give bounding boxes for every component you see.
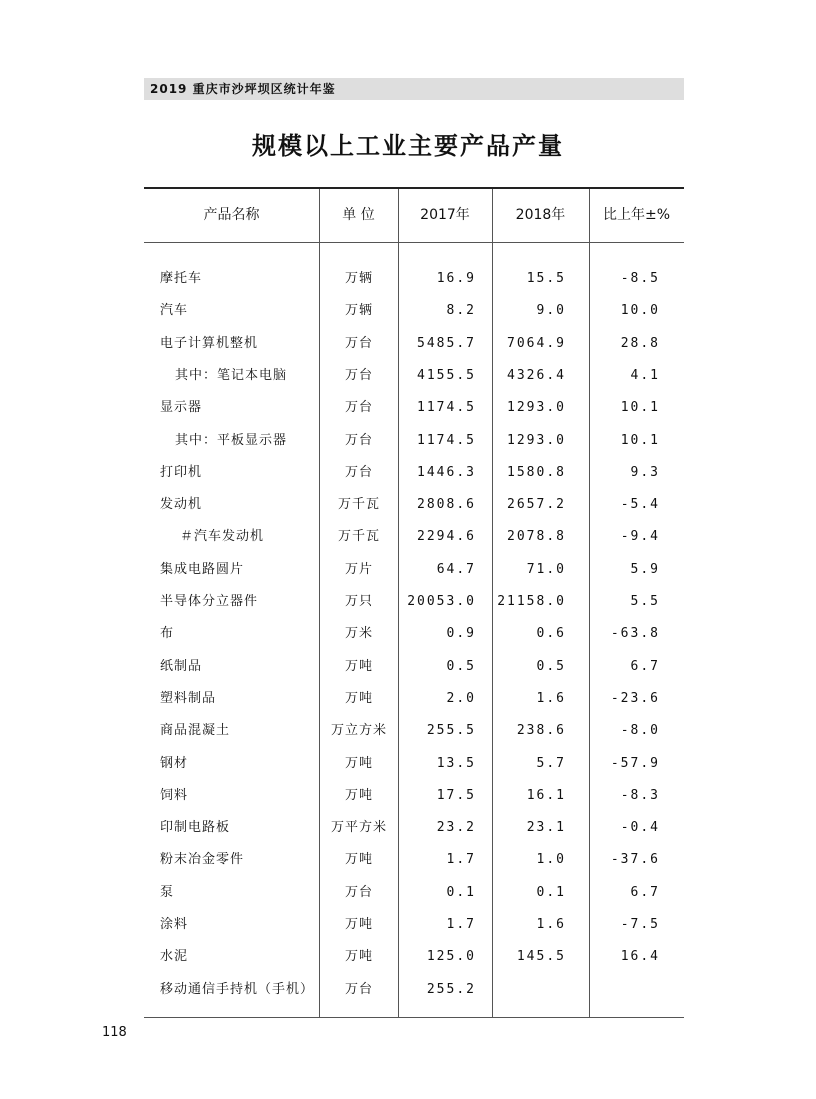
change-percent-cell: 5.5 [630,594,660,609]
value-2017-cell: 2.0 [446,691,476,706]
value-2018-cell: 1.0 [536,852,566,867]
unit-cell: 万台 [344,336,373,351]
value-2018-cell: 1.6 [536,917,566,932]
value-2018-cell: 4326.4 [507,368,566,383]
unit-cell: 万台 [344,400,373,415]
product-name-cell: 半导体分立器件 [160,594,259,609]
table-row [0,586,816,618]
value-2018-cell: 16.1 [526,788,566,803]
unit-cell: 万吨 [344,756,373,771]
product-name-cell: 移动通信手持机（手机） [160,982,315,997]
unit-cell: 万台 [344,433,373,448]
product-name-cell: 涂料 [160,917,189,932]
unit-cell: 万平方米 [330,820,387,835]
change-percent-cell: -57.9 [610,756,660,771]
change-percent-cell: -9.4 [620,529,660,544]
product-name-cell: 打印机 [160,465,203,480]
value-2017-cell: 8.2 [446,303,476,318]
unit-cell: 万吨 [344,788,373,803]
table-row [0,748,816,780]
value-2017-cell: 1.7 [446,917,476,932]
unit-cell: 万吨 [344,659,373,674]
change-percent-cell: 4.1 [630,368,660,383]
table-row [0,877,816,909]
unit-cell: 万吨 [344,852,373,867]
table-row [0,392,816,424]
table-row [0,328,816,360]
product-name-cell: 显示器 [160,400,203,415]
unit-cell: 万只 [344,594,373,609]
value-2017-cell: 5485.7 [417,336,476,351]
value-2017-cell: 125.0 [426,949,476,964]
column-header-2018: 2018年 [515,207,566,223]
product-name-cell: 其中：平板显示器 [175,433,288,448]
product-name-cell: 塑料制品 [160,691,217,706]
change-percent-cell: 6.7 [630,885,660,900]
value-2017-cell: 64.7 [436,562,476,577]
table-row [0,554,816,586]
table-row [0,683,816,715]
table-row [0,651,816,683]
change-percent-cell: -23.6 [610,691,660,706]
value-2017-cell: 0.9 [446,626,476,641]
change-percent-cell: 28.8 [620,336,660,351]
table-row [0,489,816,521]
value-2017-cell: 13.5 [436,756,476,771]
unit-cell: 万米 [344,626,373,641]
table-row [0,974,816,1006]
change-percent-cell: -7.5 [620,917,660,932]
product-name-cell: 水泥 [160,949,189,964]
value-2018-cell: 2078.8 [507,529,566,544]
change-percent-cell: -37.6 [610,852,660,867]
value-2017-cell: 4155.5 [417,368,476,383]
unit-cell: 万吨 [344,917,373,932]
value-2018-cell: 1580.8 [507,465,566,480]
column-header-change: 比上年±% [602,207,671,223]
value-2017-cell: 0.5 [446,659,476,674]
unit-cell: 万台 [344,982,373,997]
unit-cell: 万台 [344,368,373,383]
table-header-rule [144,242,684,243]
product-name-cell: 汽车 [160,303,189,318]
unit-cell: 万吨 [344,691,373,706]
table-row [0,909,816,941]
product-name-cell: 集成电路圆片 [160,562,245,577]
value-2017-cell: 255.5 [426,723,476,738]
unit-cell: 万立方米 [330,723,387,738]
product-name-cell: 泵 [160,885,175,900]
product-name-cell: 钢材 [160,756,189,771]
product-name-cell: 饲料 [160,788,189,803]
unit-cell: 万辆 [344,271,373,286]
change-percent-cell: 10.0 [620,303,660,318]
change-percent-cell: -8.5 [620,271,660,286]
product-name-cell: 摩托车 [160,271,203,286]
change-percent-cell: -5.4 [620,497,660,512]
change-percent-cell: 6.7 [630,659,660,674]
product-name-cell: 其中：笔记本电脑 [175,368,288,383]
product-name-cell: 布 [160,626,175,641]
value-2018-cell: 1.6 [536,691,566,706]
change-percent-cell: 10.1 [620,433,660,448]
table-row [0,457,816,489]
value-2018-cell: 2657.2 [507,497,566,512]
product-name-cell: 发动机 [160,497,203,512]
value-2017-cell: 17.5 [436,788,476,803]
product-name-cell: 电子计算机整机 [160,336,259,351]
product-name-cell: 印制电路板 [160,820,231,835]
value-2018-cell: 71.0 [526,562,566,577]
table-bottom-rule [144,1017,684,1018]
value-2017-cell: 20053.0 [407,594,476,609]
product-name-cell: 粉末冶金零件 [160,852,245,867]
column-header-name: 产品名称 [203,207,260,223]
value-2017-cell: 16.9 [436,271,476,286]
unit-cell: 万千瓦 [337,497,380,512]
product-name-cell: ＃汽车发动机 [180,529,265,544]
change-percent-cell: 10.1 [620,400,660,415]
change-percent-cell: 9.3 [630,465,660,480]
table-row [0,780,816,812]
value-2018-cell: 9.0 [536,303,566,318]
table-row [0,521,816,553]
change-percent-cell: -8.3 [620,788,660,803]
value-2017-cell: 2294.6 [417,529,476,544]
unit-cell: 万辆 [344,303,373,318]
value-2018-cell: 145.5 [516,949,566,964]
value-2018-cell: 0.1 [536,885,566,900]
change-percent-cell: -0.4 [620,820,660,835]
table-row [0,715,816,747]
value-2018-cell: 1293.0 [507,400,566,415]
value-2018-cell: 7064.9 [507,336,566,351]
value-2017-cell: 0.1 [446,885,476,900]
value-2017-cell: 1446.3 [417,465,476,480]
unit-cell: 万吨 [344,949,373,964]
unit-cell: 万台 [344,465,373,480]
product-name-cell: 商品混凝土 [160,723,231,738]
product-name-cell: 纸制品 [160,659,203,674]
table-row [0,425,816,457]
change-percent-cell: 16.4 [620,949,660,964]
table-row [0,618,816,650]
value-2018-cell: 0.5 [536,659,566,674]
value-2018-cell: 0.6 [536,626,566,641]
unit-cell: 万台 [344,885,373,900]
value-2018-cell: 5.7 [536,756,566,771]
table-row [0,295,816,327]
value-2017-cell: 255.2 [426,982,476,997]
table-row [0,844,816,876]
column-header-2017: 2017年 [420,207,470,223]
page-title: 规模以上工业主要产品产量 [252,131,564,160]
table-row [0,941,816,973]
unit-cell: 万千瓦 [337,529,380,544]
table-row [0,812,816,844]
value-2018-cell: 23.1 [526,820,566,835]
value-2018-cell [494,974,566,1006]
value-2018-cell: 1293.0 [507,433,566,448]
running-header: 2019 重庆市沙坪坝区统计年鉴 [150,82,336,96]
change-percent-cell: -63.8 [610,626,660,641]
value-2017-cell: 23.2 [436,820,476,835]
change-percent-cell: 5.9 [630,562,660,577]
value-2018-cell: 238.6 [516,723,566,738]
value-2018-cell: 21158.0 [497,594,566,609]
value-2017-cell: 2808.6 [417,497,476,512]
value-2017-cell: 1174.5 [417,400,476,415]
unit-cell: 万片 [344,562,373,577]
page-number: 118 [102,1025,127,1040]
value-2017-cell: 1174.5 [417,433,476,448]
table-row [0,263,816,295]
change-percent-cell [590,974,660,1006]
change-percent-cell: -8.0 [620,723,660,738]
value-2017-cell: 1.7 [446,852,476,867]
table-row [0,360,816,392]
value-2018-cell: 15.5 [526,271,566,286]
column-header-unit: 单 位 [342,207,375,223]
